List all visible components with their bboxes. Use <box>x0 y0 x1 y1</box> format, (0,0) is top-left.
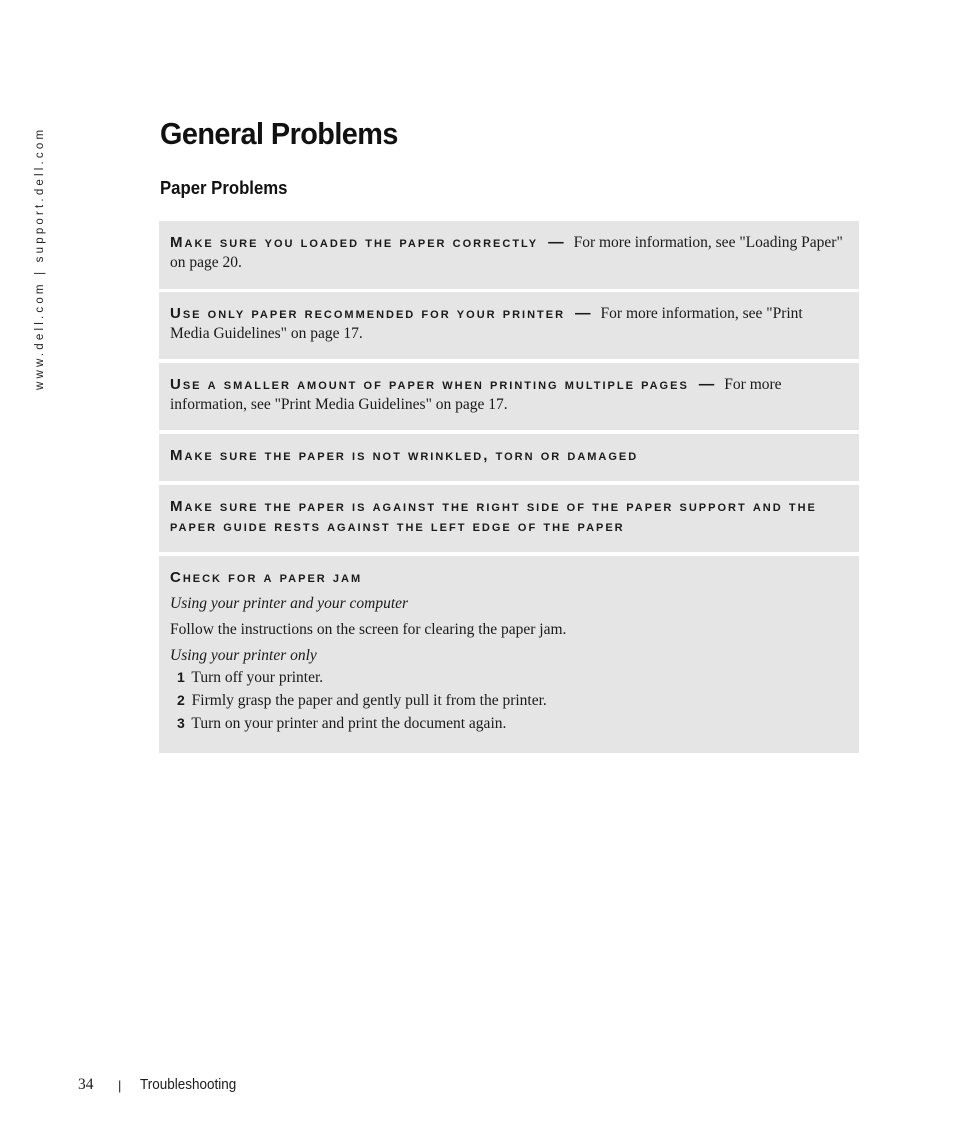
section-title: Paper Problems <box>160 178 288 198</box>
step-item <box>177 712 845 735</box>
page-number: 34 <box>78 1076 94 1093</box>
tip-heading: Make sure the paper is against the right side of the paper support and the paper guide rests against the left edge of the paper <box>170 498 817 535</box>
tip-box-smaller-amount <box>159 363 859 430</box>
tip-heading: Check for a paper jam <box>170 569 363 586</box>
tip-heading: Make sure you loaded the paper correctly <box>170 234 539 251</box>
subheading-computer: Using your printer and your computer <box>170 595 409 612</box>
tip-text <box>170 233 845 273</box>
tip-heading: Use only paper recommended for your printer <box>170 305 566 322</box>
em-dash: — <box>548 234 564 251</box>
tip-body: For more information, see "Print Media Guidelines" on page 17. <box>170 376 782 413</box>
steps-list <box>170 666 845 735</box>
step-number: 1 <box>177 669 185 685</box>
tip-text <box>170 497 845 537</box>
page-title: General Problems <box>160 116 398 151</box>
step-text: Turn on your printer and print the document again. <box>191 715 507 732</box>
subheading-printer: Using your printer only <box>170 647 317 664</box>
tip-text <box>170 304 845 344</box>
footer-separator: | <box>118 1078 122 1093</box>
step-number: 3 <box>177 715 185 731</box>
step-item <box>177 689 845 712</box>
em-dash: — <box>575 305 591 322</box>
tip-body: For more information, see "Loading Paper" on page 20. <box>170 234 843 271</box>
tip-box-paper-against-side <box>159 485 859 552</box>
tip-heading: Use a smaller amount of paper when printing multiple pages <box>170 376 689 393</box>
computer-instruction: Follow the instructions on the screen for clearing the paper jam. <box>170 621 567 638</box>
tip-box-load-paper <box>159 221 859 289</box>
step-item <box>177 666 845 689</box>
tip-text <box>170 446 845 466</box>
footer-section-name: Troubleshooting <box>140 1077 237 1093</box>
tip-heading: Make sure the paper is not wrinkled, torn or damaged <box>170 447 639 464</box>
tip-text <box>170 375 845 415</box>
tip-body: For more information, see "Print Media Guidelines" on page 17. <box>170 305 803 342</box>
step-text: Turn off your printer. <box>191 669 324 686</box>
step-number: 2 <box>177 692 185 708</box>
tip-text <box>170 568 845 588</box>
sidebar-url: www.dell.com | support.dell.com <box>34 126 46 390</box>
em-dash: — <box>698 376 715 393</box>
tip-box-paper-jam <box>159 556 859 753</box>
tip-box-not-wrinkled <box>159 434 859 481</box>
tip-box-recommended-paper <box>159 292 859 359</box>
step-text: Firmly grasp the paper and gently pull it from the printer. <box>191 692 547 709</box>
